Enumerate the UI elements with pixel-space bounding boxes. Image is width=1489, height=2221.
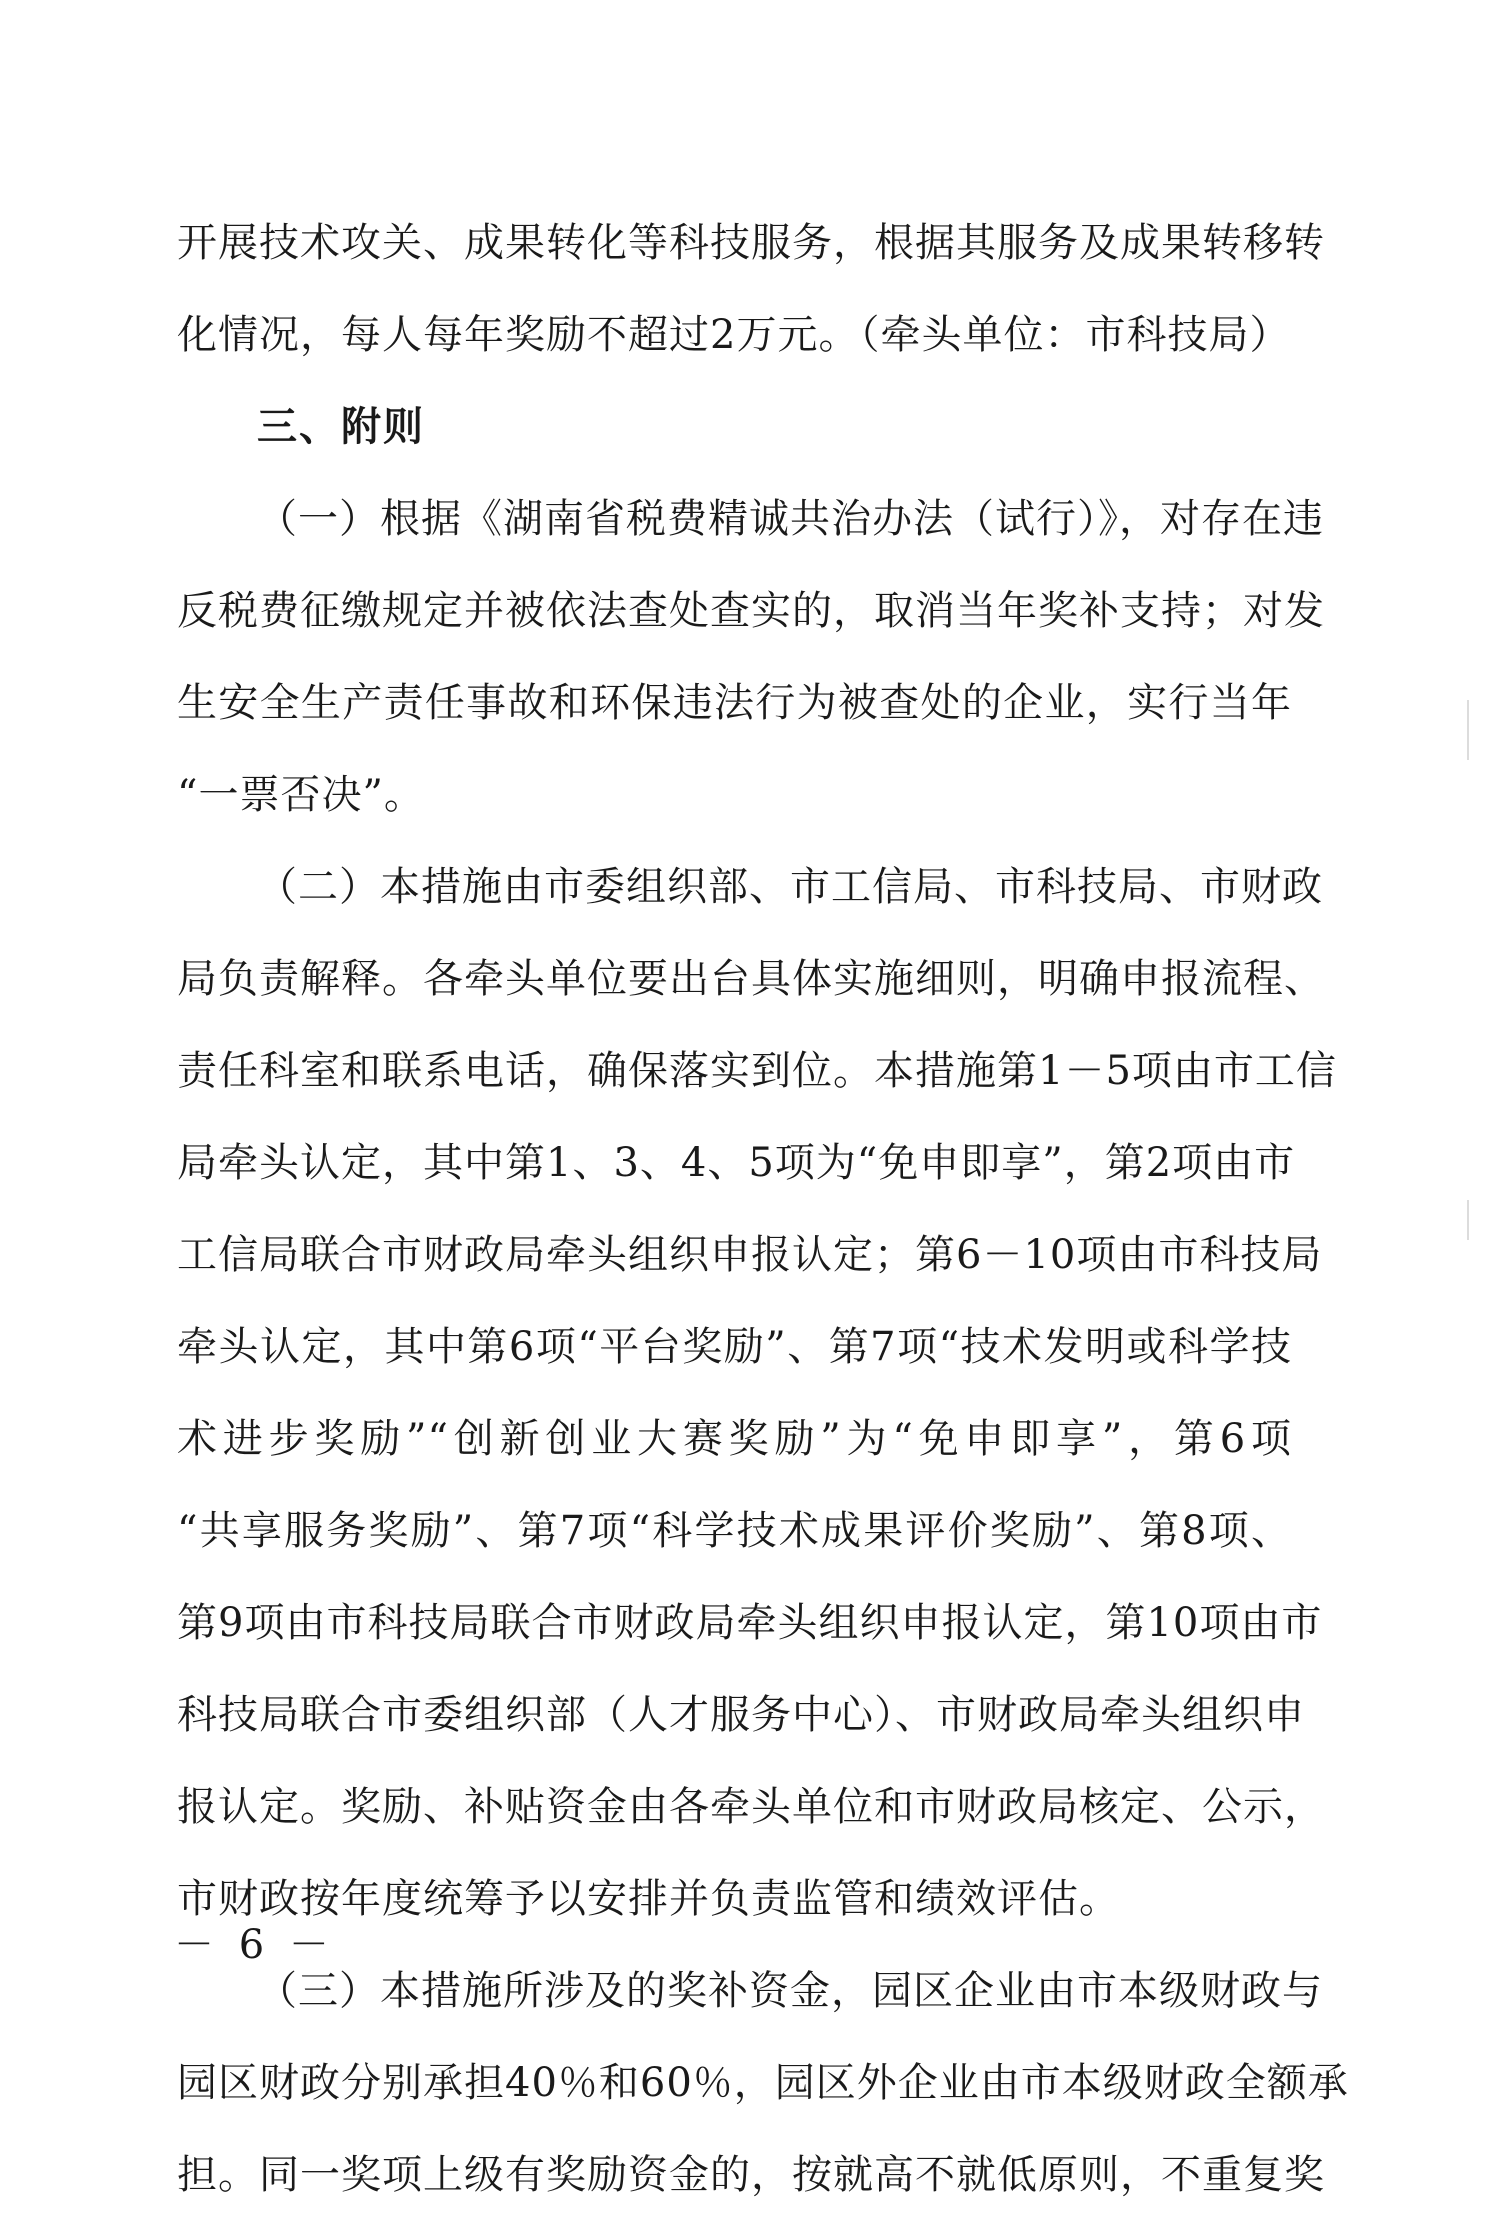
paragraph-first-line: （二）本措施由市委组织部、市工信局、市科技局、市财政: [257, 864, 1323, 910]
text-line: 局牵头认定，其中第1、3、4、5项为“免申即享”，第2项由市: [177, 1140, 1296, 1186]
text-line: 局负责解释。各牵头单位要出台具体实施细则，明确申报流程、: [177, 956, 1325, 1002]
text-line: 科技局联合市委组织部（人才服务中心）、市财政局牵头组织申: [177, 1692, 1305, 1738]
text-line: “一票否决”。: [177, 772, 425, 818]
text-line: 生安全生产责任事故和环保违法行为被查处的企业，实行当年: [177, 680, 1292, 726]
text-line: 反税费征缴规定并被依法查处查实的，取消当年奖补支持；对发: [177, 588, 1325, 634]
text-line: 开展技术攻关、成果转化等科技服务，根据其服务及成果转移转: [177, 220, 1325, 266]
text-line: 责任科室和联系电话，确保落实到位。本措施第1－5项由市工信: [177, 1048, 1337, 1094]
text-line: 市财政按年度统筹予以安排并负责监管和绩效评估。: [177, 1876, 1120, 1922]
text-line: 报认定。奖励、补贴资金由各牵头单位和市财政局核定、公示，: [177, 1784, 1325, 1830]
text-line: 第9项由市科技局联合市财政局牵头组织申报认定，第10项由市: [177, 1600, 1323, 1646]
paragraph-first-line: （一）根据《湖南省税费精诚共治办法（试行）》，对存在违: [257, 496, 1324, 542]
section-heading: 三、附则: [257, 404, 425, 450]
page-number: － 6 －: [174, 1922, 335, 1968]
text-line: 工信局联合市财政局牵头组织申报认定；第6－10项由市科技局: [177, 1232, 1323, 1278]
scan-artifact: [1467, 700, 1469, 760]
body-text: [177, 197, 1349, 2221]
text-line: 园区财政分别承担40％和60％，园区外企业由市本级财政全额承: [177, 2060, 1349, 2106]
text-line: “共享服务奖励”、第7项“科学技术成果评价奖励”、第8项、: [177, 1508, 1292, 1554]
scan-artifact: [1467, 1200, 1469, 1240]
text-line: 术进步奖励”“创新创业大赛奖励”为“免申即享”，第6项: [177, 1416, 1292, 1462]
text-line: 牵头认定，其中第6项“平台奖励”、第7项“技术发明或科学技: [177, 1324, 1292, 1370]
text-line: 担。同一奖项上级有奖励资金的，按就高不就低原则，不重复奖: [177, 2152, 1325, 2198]
paragraph-first-line: （三）本措施所涉及的奖补资金，园区企业由市本级财政与: [257, 1968, 1323, 2014]
text-line: 化情况，每人每年奖励不超过2万元。（牵头单位：市科技局）: [177, 312, 1291, 358]
